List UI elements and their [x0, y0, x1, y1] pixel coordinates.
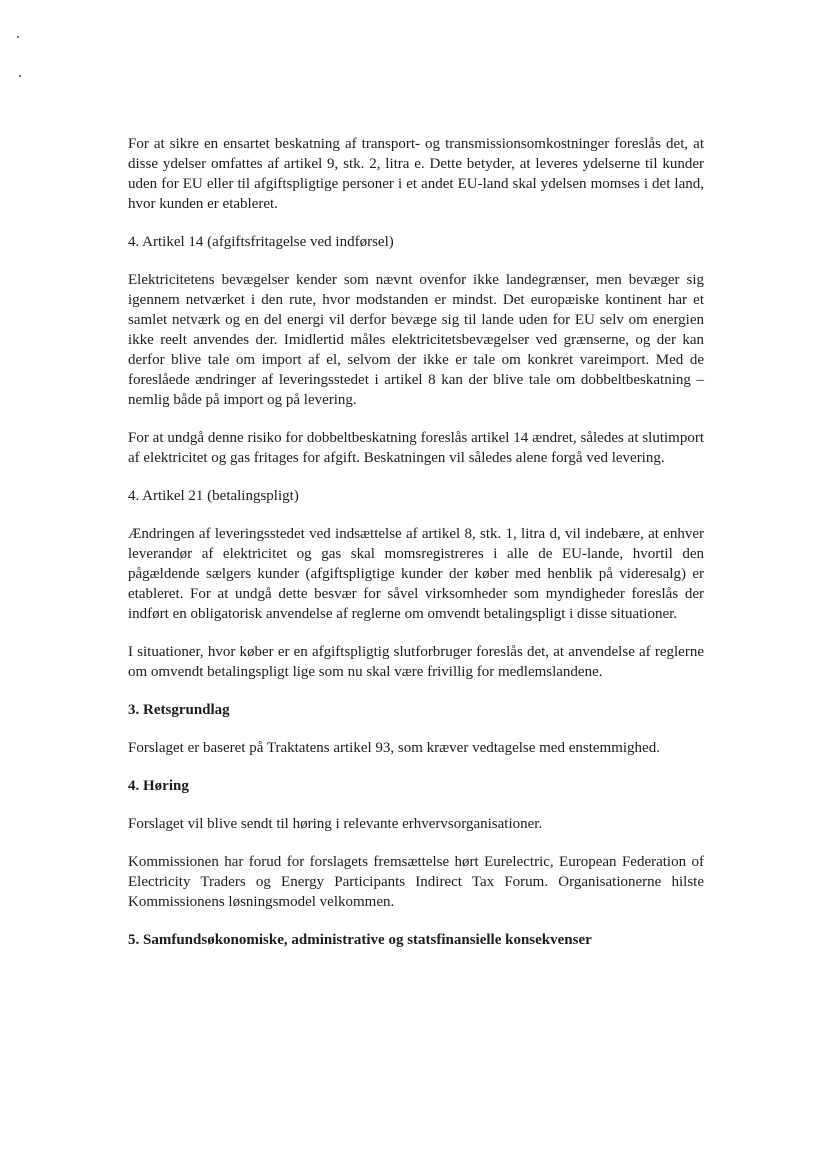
- heading-hoering: 4. Høring: [128, 778, 189, 794]
- paragraph-consultation: Forslaget vil blive sendt til høring i relevante erhvervsorganisationer.: [128, 816, 543, 832]
- scan-speck: [17, 36, 19, 38]
- paragraph-transport-costs: For at sikre en ensartet beskatning af transport- og transmissionsomkostninger foreslås det, at disse ydelser omfattes af artikel 9, stk. 2, litra e. Dette betyder, at leveres ydelserne til kunder uden for EU eller til afgiftspligtige personer i et andet EU-land skal ydelsen momses i det land, hvor kunden er etableret.: [128, 136, 704, 212]
- subheading-artikel-21: 4. Artikel 21 (betalingspligt): [128, 488, 299, 504]
- paragraph-double-taxation: For at undgå denne risiko for dobbeltbeskatning foreslås artikel 14 ændret, således at slutimport af elektricitet og gas fritages for afgift. Beskatningen vil således alene forgå ved levering.: [128, 430, 704, 466]
- paragraph-electricity-movements: Elektricitetens bevægelser kender som nævnt ovenfor ikke landegrænser, men bevæger sig igennem netværket i den rute, hvor modstanden er mindst. Det europæiske kontinent har et samlet netværk og en del energi vil derfor bevæge sig til lande uden for EU selv om energien ikke reelt anvendes der. Imidlertid måles elektricitetsbevægelser ved grænserne, og der kan derfor blive tale om import af el, selvom der ikke er tale om konkret vareimport. Med de foreslåede ændringer af leveringsstedet i artikel 8 kan der blive tale om dobbeltbeskatning – nemlig både på import og på levering.: [128, 272, 704, 408]
- heading-retsgrundlag: 3. Retsgrundlag: [128, 702, 230, 718]
- document-body: [128, 134, 704, 968]
- scan-speck: [19, 75, 21, 77]
- paragraph-end-consumer: I situationer, hvor køber er en afgiftspligtig slutforbruger foreslås det, at anvendelse af reglerne om omvendt betalingspligt lige som nu skal være frivillig for medlemslandene.: [128, 644, 704, 680]
- paragraph-legal-basis: Forslaget er baseret på Traktatens artikel 93, som kræver vedtagelse med enstemmighed.: [128, 740, 660, 756]
- paragraph-place-of-supply: Ændringen af leveringsstedet ved indsættelse af artikel 8, stk. 1, litra d, vil indebære, at enhver leverandør af elektricitet og gas skal momsregistreres i alle de EU-lande, hvortil den pågældende sælgers kunder (afgiftspligtige kunder der køber med henblik på videresalg) er etableret. For at undgå dette besvær for såvel virksomheder som myndigheder foreslås der indført en obligatorisk anvendelse af reglerne om omvendt betalingspligt i disse situationer.: [128, 526, 704, 622]
- paragraph-commission: Kommissionen har forud for forslagets fremsættelse hørt Eurelectric, European Federation of Electricity Traders og Energy Participants Indirect Tax Forum. Organisationerne hilste Kommissionens løsningsmodel velkommen.: [128, 854, 704, 910]
- heading-consequences: 5. Samfundsøkonomiske, administrative og statsfinansielle konsekvenser: [128, 932, 592, 948]
- subheading-artikel-14: 4. Artikel 14 (afgiftsfritagelse ved indførsel): [128, 234, 394, 250]
